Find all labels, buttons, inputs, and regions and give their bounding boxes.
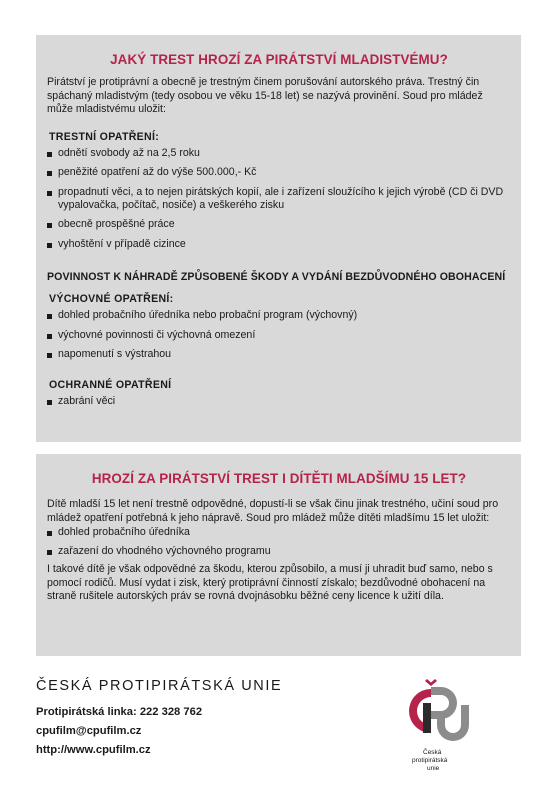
protective-measures-list	[47, 395, 511, 408]
contact-footer	[36, 678, 336, 760]
section2-outro: I takové dítě je však odpovědné za škodu, kterou způsobilo, a musí ji uhradit buď samo, nebo s pomocí rodičů. Musí vydat i zisk, který protiprávní činností získalo; bezdůvodné obohacení na straně rušitele autorských práv se rovná dvojnásobku běžné ceny licence k užití díla.	[47, 563, 493, 603]
protective-measures-heading: OCHRANNÉ OPATŘENÍ	[49, 379, 172, 392]
section2-measures-list	[47, 526, 511, 558]
list-item: napomenutí s výstrahou	[47, 348, 511, 361]
logo-caption-3: unie	[427, 765, 440, 772]
logo-caption-1: Česká	[423, 749, 442, 756]
list-item: dohled probačního úředníka	[47, 526, 511, 539]
educational-measures-heading: VÝCHOVNÉ OPATŘENÍ:	[49, 293, 174, 306]
cpu-logo	[395, 675, 495, 775]
organization-name: ČESKÁ PROTIPIRÁTSKÁ UNIE	[36, 678, 283, 694]
list-item: propadnutí věci, a to nejen pirátských kopií, ale i zařízení sloužícího k jejich výrobě (CD či DVD vypalovačka, počítač, nosiče) a veškerého zisku	[47, 186, 511, 213]
section2-title: HROZÍ ZA PIRÁTSTVÍ TREST I DÍTĚTI MLADŠÍMU 15 LET?	[91, 471, 467, 486]
compensation-heading: POVINNOST K NÁHRADĚ ZPŮSOBENÉ ŠKODY A VYDÁNÍ BEZDŮVODNÉHO OBOHACENÍ	[47, 271, 506, 284]
logo-caption-2: protipirátská	[412, 757, 448, 764]
cpu-logo-icon	[395, 675, 495, 775]
section-mladistvi	[36, 35, 521, 442]
email-link[interactable]: cpufilm@cpufilm.cz	[36, 725, 142, 737]
list-item: obecně prospěšné práce	[47, 218, 511, 231]
section2-intro: Dítě mladší 15 let není trestně odpovědné, dopustí-li se však činu jinak trestného, učiní soud pro mládež opatření potřebná k jeho nápravě. Soud pro mládež může dítěti mladšímu 15 let uložit:	[47, 498, 499, 524]
list-item: výchovné povinnosti či výchovná omezení	[47, 329, 511, 342]
list-item: zabrání věci	[47, 395, 511, 408]
list-item: dohled probačního úředníka nebo probační program (výchovný)	[47, 309, 511, 322]
list-item: peněžité opatření až do výše 500.000,- Kč	[47, 166, 511, 179]
list-item: vyhoštění v případě cizince	[47, 238, 511, 251]
hotline-text: Protipirátská linka: 222 328 762	[36, 706, 203, 718]
website-link[interactable]: http://www.cpufilm.cz	[36, 744, 151, 756]
list-item: odnětí svobody až na 2,5 roku	[47, 147, 511, 160]
section1-intro: Pirátství je protiprávní a obecně je trestným činem porušování autorského práva. Trestný čin spáchaný mladistvým (tedy osobou ve věku 15-18 let) se nazývá provinění. Soud pro mládež může mladistvému uložit:	[47, 76, 483, 116]
section1-title: JAKÝ TREST HROZÍ ZA PIRÁTSTVÍ MLADISTVÉMU?	[110, 52, 448, 67]
criminal-measures-heading: TRESTNÍ OPATŘENÍ:	[49, 130, 160, 143]
criminal-measures-list	[47, 147, 511, 251]
educational-measures-list	[47, 309, 511, 361]
list-item: zařazení do vhodného výchovného programu	[47, 545, 511, 558]
section-deti	[36, 454, 521, 656]
